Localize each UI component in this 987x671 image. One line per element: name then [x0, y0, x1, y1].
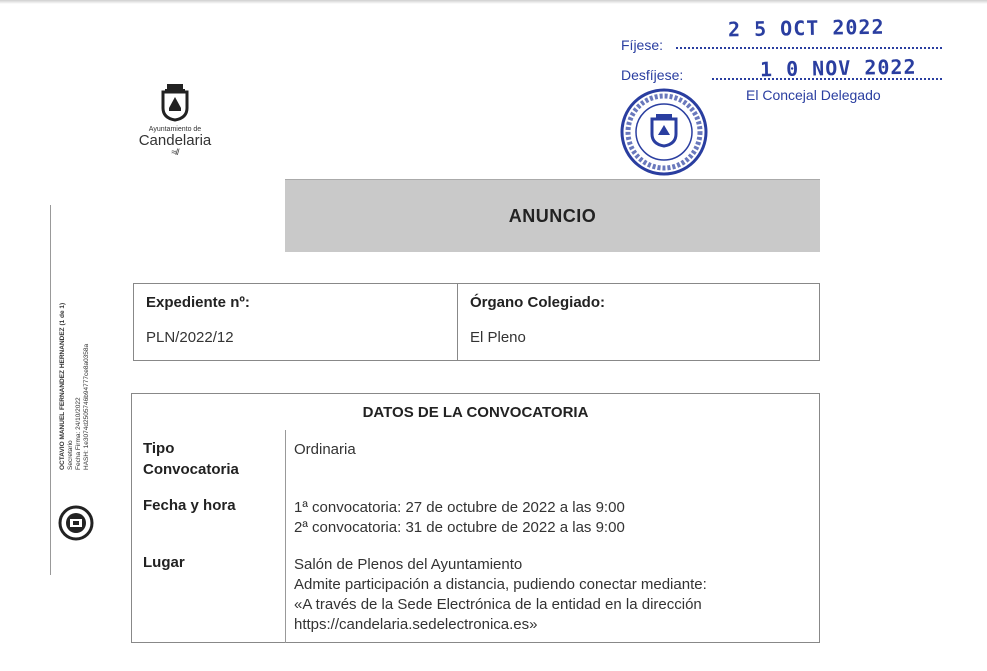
- signature-date: Fecha Firma: 24/10/2022: [75, 397, 82, 470]
- document-title: ANUNCIO: [508, 205, 597, 226]
- lugar-line4: https://candelaria.sedelectronica.es»: [294, 616, 538, 633]
- fijese-dotted-line: [676, 47, 942, 49]
- lugar-line2: Admite participación a distancia, pudiendo conectar mediante:: [294, 576, 707, 593]
- expediente-table: [133, 283, 820, 361]
- convocatoria-divider: [285, 430, 286, 643]
- page-top-edge: [0, 0, 987, 4]
- tipo-label-line1: Tipo: [143, 440, 175, 457]
- logo-swoosh-icon: ≈//: [171, 147, 179, 157]
- lugar-line1: Salón de Plenos del Ayuntamiento: [294, 556, 523, 573]
- signature-text: [59, 100, 99, 470]
- expediente-cell: [134, 284, 457, 360]
- segunda-convocatoria: 2ª convocatoria: 31 de octubre de 2022 a las 9:00: [294, 519, 625, 536]
- lugar-line3: «A través de la Sede Electrónica de la entidad en la dirección: [294, 596, 702, 613]
- desfijese-label: Desfíjese:: [621, 67, 684, 83]
- tipo-label-line2: Convocatoria: [143, 461, 239, 478]
- lugar-label: Lugar: [143, 554, 185, 571]
- municipality-logo: [135, 82, 215, 157]
- signature-signer: OCTAVIO MANUEL FERNANDEZ HERNANDEZ (1 de 1): [59, 302, 66, 470]
- logo-caption: Ayuntamiento de: [148, 126, 202, 133]
- signature-seal-icon: [58, 505, 94, 541]
- primera-convocatoria: 1ª convocatoria: 27 de octubre de 2022 a las 9:00: [294, 499, 625, 516]
- stamp-date-fijese: 2 5 OCT 2022: [727, 14, 885, 42]
- stamp-date-desfijese: 1 0 NOV 2022: [759, 54, 917, 82]
- official-seal-icon: [618, 86, 710, 178]
- organo-value: El Pleno: [470, 329, 526, 346]
- expediente-value: PLN/2022/12: [146, 329, 234, 346]
- expediente-label: Expediente nº:: [146, 294, 250, 311]
- convocatoria-table: [131, 393, 820, 643]
- tipo-convocatoria-value: Ordinaria: [294, 441, 356, 458]
- organo-label: Órgano Colegiado:: [470, 294, 605, 311]
- coat-of-arms-icon: [155, 82, 195, 122]
- concejal-delegado-label: El Concejal Delegado: [746, 87, 881, 103]
- lugar-value: [294, 555, 707, 635]
- fecha-hora-value: [294, 498, 625, 538]
- fijese-label: Fíjese:: [621, 37, 664, 53]
- fecha-hora-label: Fecha y hora: [143, 497, 236, 514]
- signature-hash: HASH: 1e3074d2505746b94777ce8a0358a: [83, 343, 90, 470]
- desfijese-dotted-line: [712, 78, 942, 80]
- convocatoria-title: DATOS DE LA CONVOCATORIA: [362, 404, 589, 421]
- signature-role: Secretario: [67, 440, 74, 470]
- anuncio-header: [285, 179, 820, 252]
- logo-name: Candelaria: [138, 132, 212, 149]
- tipo-convocatoria-label: [143, 438, 239, 480]
- organo-cell: [457, 284, 819, 360]
